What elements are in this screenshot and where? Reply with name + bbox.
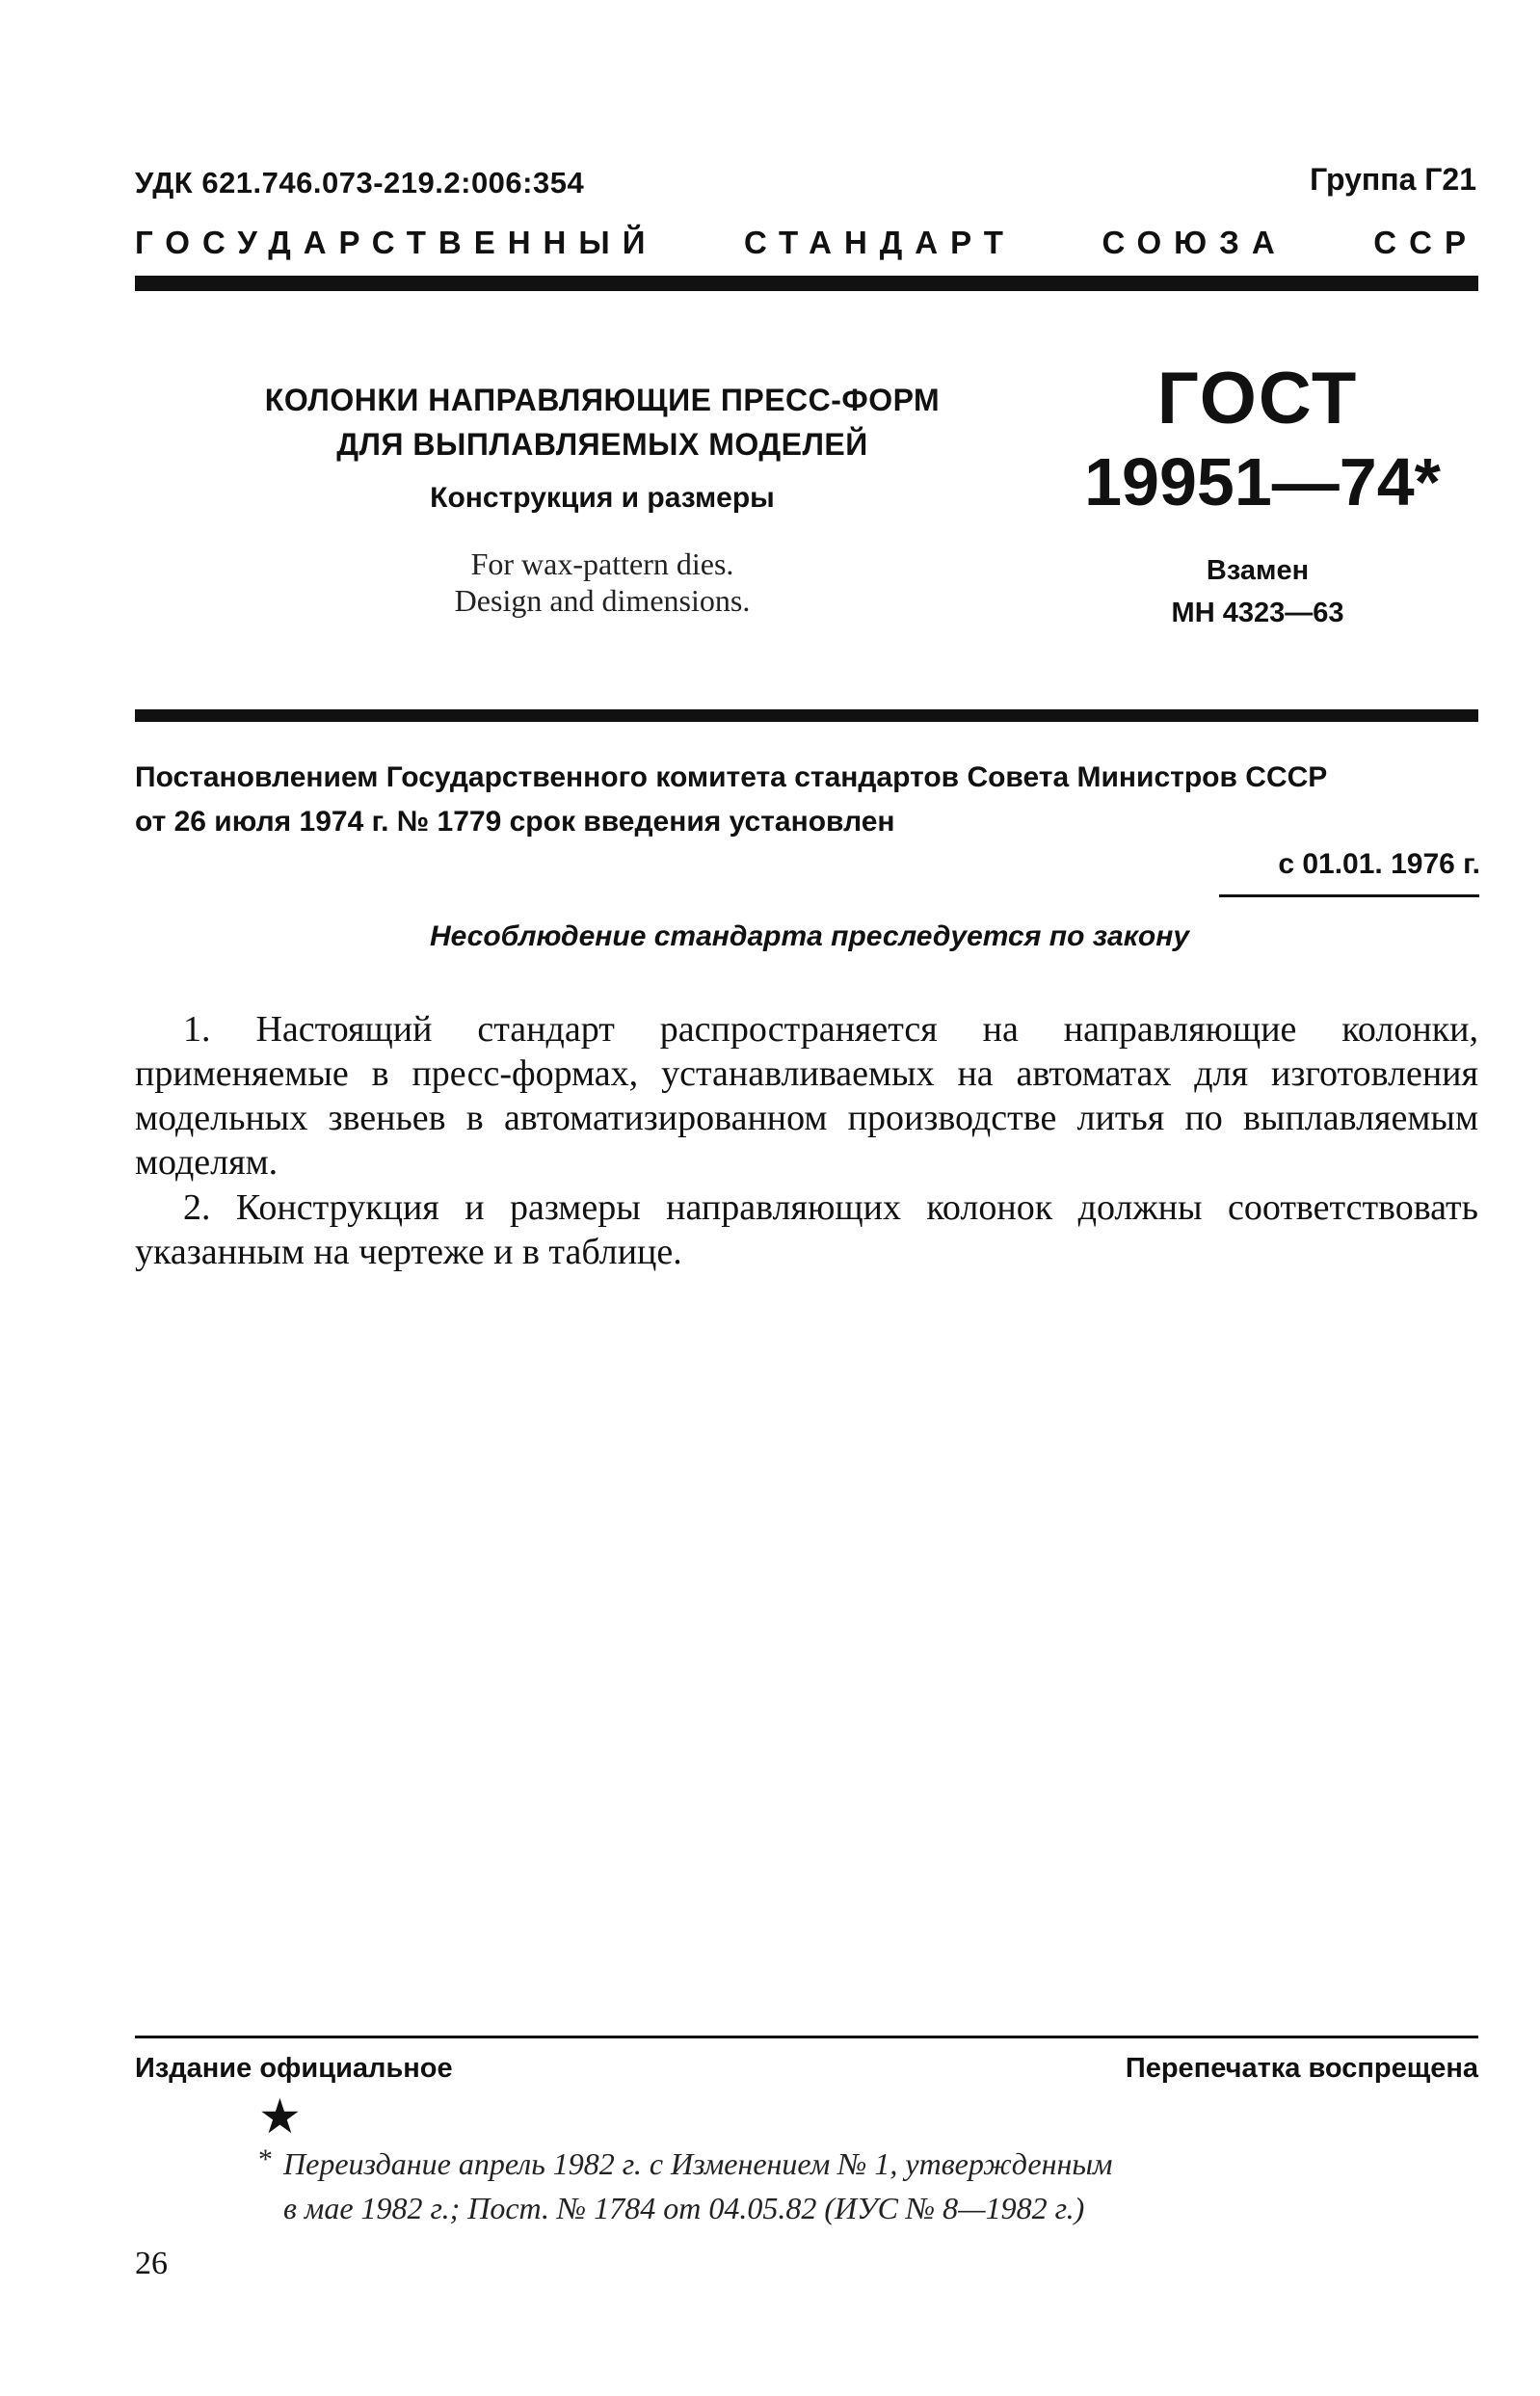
document-title bbox=[222, 378, 983, 466]
document-subtitle: Конструкция и размеры bbox=[430, 482, 775, 514]
title-line-1: КОЛОНКИ НАПРАВЛЯЮЩИЕ ПРЕСС-ФОРМ bbox=[264, 383, 941, 417]
state-standard-word: СТАНДАРТ bbox=[744, 225, 1016, 260]
udk-code: УДК 621.746.073-219.2:006:354 bbox=[135, 166, 585, 200]
paragraph-1: 1. Настоящий стандарт распространяется на направляющие колонки, применяемые в пресс-формах, устанавливаемых на автоматах для изготовления модельных звеньев в автоматизированном производстве литья по выплавляемым моделям. bbox=[135, 1009, 1478, 1183]
header-rule bbox=[135, 276, 1478, 291]
effective-date-rule bbox=[1219, 894, 1479, 897]
english-title-line-2: Design and dimensions. bbox=[454, 583, 751, 618]
decree-text bbox=[135, 756, 1484, 844]
footnote bbox=[258, 2142, 1343, 2230]
english-title-line-1: For wax-pattern dies. bbox=[470, 546, 734, 581]
footnote-line-1: Переиздание апрель 1982 г. с Изменением № 1, утвержденным bbox=[283, 2146, 1113, 2181]
english-title bbox=[222, 546, 983, 619]
footer-rule bbox=[135, 2036, 1478, 2038]
legal-warning: Несоблюдение стандарта преследуется по закону bbox=[429, 920, 1190, 952]
effective-date: с 01.01. 1976 г. bbox=[1278, 848, 1480, 880]
state-standard-word: СОЮЗА bbox=[1102, 225, 1288, 260]
official-edition: Издание официальное bbox=[135, 2053, 453, 2084]
decree-line-1: Постановлением Государственного комитета стандартов Совета Министров СССР bbox=[135, 761, 1328, 793]
gost-number: 19951—74* bbox=[1084, 444, 1441, 519]
decree-line-2: от 26 июля 1974 г. № 1779 срок введения установлен bbox=[135, 806, 895, 838]
reprint-prohibited: Перепечатка воспрещена bbox=[1125, 2053, 1478, 2084]
footnote-mark: * bbox=[258, 2143, 273, 2175]
gost-label: ГОСТ bbox=[1156, 358, 1359, 439]
page-number: 26 bbox=[135, 2246, 168, 2281]
state-standard-heading bbox=[135, 225, 1478, 261]
state-standard-word: ГОСУДАРСТВЕННЫЙ bbox=[135, 225, 658, 260]
replaces-value: МН 4323—63 bbox=[1171, 598, 1344, 628]
replaces-block bbox=[1089, 549, 1426, 634]
footnote-line-2: в мае 1982 г.; Пост. № 1784 от 04.05.82 (ИУС № 8—1982 г.) bbox=[283, 2191, 1085, 2225]
star-icon: ★ bbox=[258, 2089, 302, 2144]
title-line-2: ДЛЯ ВЫПЛАВЛЯЕМЫХ МОДЕЛЕЙ bbox=[336, 427, 868, 462]
title-block-rule bbox=[135, 709, 1478, 722]
paragraph-2: 2. Конструкция и размеры направляющих колонок должны соответствовать указанным на чертеже и в таблице. bbox=[135, 1187, 1478, 1272]
replaces-label: Взамен bbox=[1206, 555, 1310, 586]
group-code: Группа Г21 bbox=[1310, 162, 1476, 197]
state-standard-word: ССР bbox=[1373, 225, 1478, 260]
